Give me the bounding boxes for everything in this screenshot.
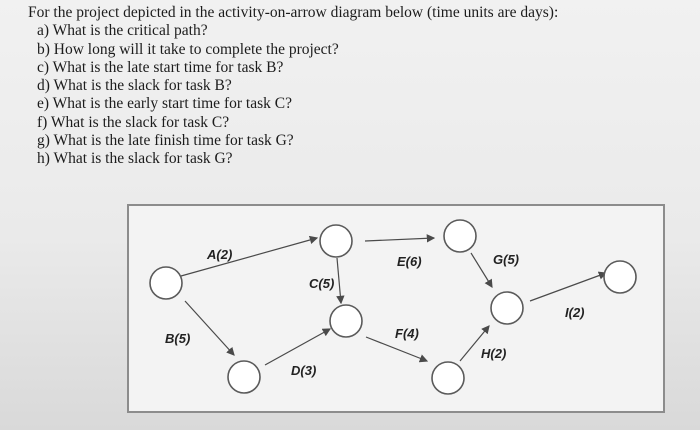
question-item-b: b) How long will it take to complete the project?: [37, 40, 339, 58]
question-item-c: c) What is the late start time for task B?: [37, 58, 284, 76]
activity-label-b: B(5): [165, 331, 191, 346]
node-4: [330, 305, 362, 337]
activity-label-h: H(2): [481, 346, 507, 361]
question-item-e: e) What is the early start time for task C?: [37, 95, 292, 113]
edge-e: [365, 238, 434, 241]
node-3: [228, 361, 260, 393]
activity-label-c: C(5): [309, 276, 335, 291]
edge-g: [471, 253, 492, 287]
question-item-f: f) What is the slack for task C?: [37, 113, 230, 131]
edge-i: [530, 273, 606, 301]
question-item-d: d) What is the slack for task B?: [37, 77, 232, 95]
edge-b: [185, 301, 234, 355]
question-item-g: g) What is the late finish time for task G?: [37, 132, 294, 150]
question-item-h: h) What is the slack for task G?: [37, 150, 233, 168]
node-7: [491, 292, 523, 324]
activity-label-g: G(5): [493, 252, 519, 267]
activity-label-d: D(3): [291, 363, 317, 378]
node-8: [604, 261, 636, 293]
edge-d: [265, 329, 330, 365]
activity-label-f: F(4): [395, 326, 419, 341]
node-2: [320, 225, 352, 257]
activity-label-e: E(6): [397, 254, 422, 269]
node-6: [432, 362, 464, 394]
question-intro: For the project depicted in the activity-on-arrow diagram below (time units are days):: [28, 4, 559, 21]
question-item-a: a) What is the critical path?: [37, 22, 208, 40]
activity-label-i: I(2): [565, 305, 585, 320]
activity-label-a: A(2): [207, 247, 233, 262]
edge-c: [337, 258, 341, 303]
node-5: [444, 220, 476, 252]
edge-a: [181, 238, 317, 276]
node-1: [150, 267, 182, 299]
